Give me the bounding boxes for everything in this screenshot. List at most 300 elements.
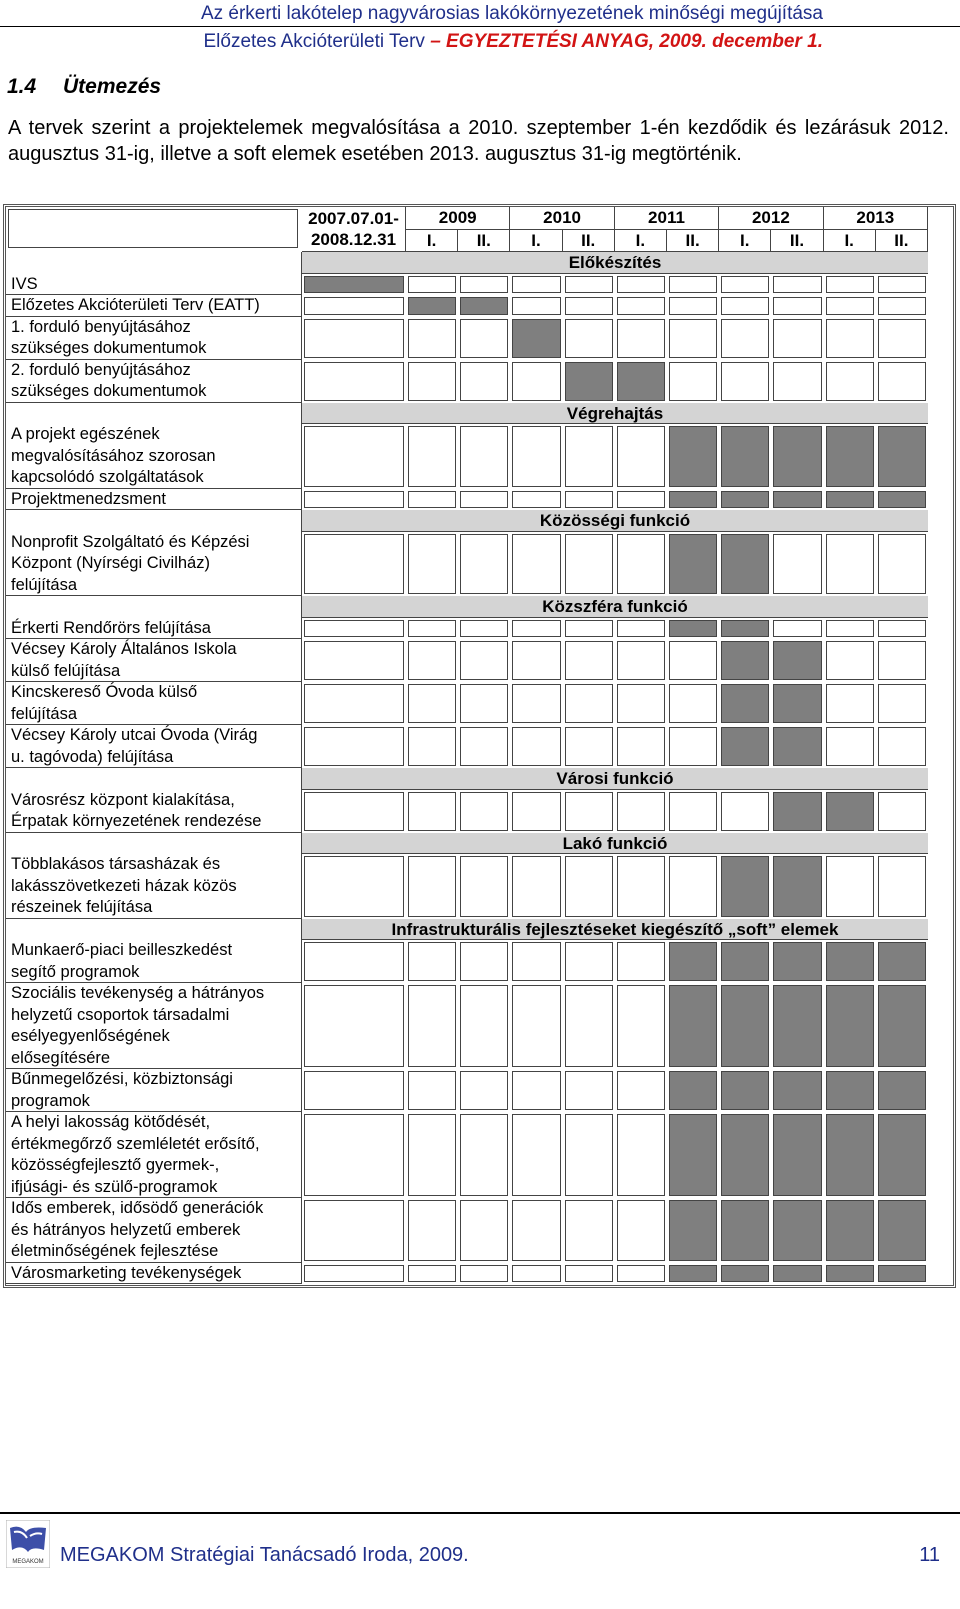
header-first-period bbox=[302, 207, 406, 252]
schedule-cell-filled bbox=[669, 1071, 717, 1110]
schedule-cell-empty bbox=[512, 1200, 560, 1261]
schedule-cell-empty bbox=[304, 620, 404, 638]
schedule-cell-empty bbox=[878, 534, 926, 595]
schedule-cell-empty bbox=[512, 1265, 560, 1283]
schedule-cell-filled bbox=[773, 1200, 821, 1261]
task-label-line: Központ (Nyírségi Civilház) bbox=[11, 554, 210, 572]
schedule-cell-empty bbox=[617, 426, 665, 487]
schedule-cell-filled bbox=[773, 942, 821, 981]
task-label-line: segítő programok bbox=[11, 962, 140, 981]
schedule-cell-filled bbox=[826, 426, 874, 487]
schedule-cell-empty bbox=[408, 727, 456, 766]
schedule-cell-filled bbox=[721, 985, 769, 1067]
schedule-cell-empty bbox=[460, 856, 508, 917]
megakom-logo-icon bbox=[6, 1520, 50, 1568]
section-title: Ütemezés bbox=[63, 75, 162, 98]
header-rule bbox=[0, 26, 960, 27]
schedule-cell-empty bbox=[512, 534, 560, 595]
schedule-cell-empty bbox=[669, 727, 717, 766]
schedule-cell-empty bbox=[408, 491, 456, 509]
schedule-cell-empty bbox=[878, 792, 926, 831]
section-row bbox=[302, 768, 928, 790]
schedule-cell-empty bbox=[773, 276, 821, 294]
schedule-cell-filled bbox=[669, 620, 717, 638]
schedule-cell-filled bbox=[773, 641, 821, 680]
section-heading bbox=[7, 75, 161, 99]
first-period-end: 2008.12.31 bbox=[310, 230, 397, 249]
schedule-cell-empty bbox=[460, 491, 508, 509]
task-label-line: esélyegyenlőségének bbox=[11, 1027, 170, 1045]
schedule-cell-empty bbox=[773, 620, 821, 638]
schedule-cell-empty bbox=[565, 1071, 613, 1110]
schedule-cell-empty bbox=[721, 276, 769, 294]
task-label-line: programok bbox=[11, 1091, 90, 1110]
schedule-cell-filled bbox=[304, 276, 404, 294]
task-label bbox=[6, 854, 302, 919]
task-label-line: Érpatak környezetének rendezése bbox=[11, 812, 262, 830]
schedule-cell-empty bbox=[826, 534, 874, 595]
schedule-cell-empty bbox=[408, 856, 456, 917]
schedule-cell-empty bbox=[826, 641, 874, 680]
task-label-line: Idős emberek, idősödő generációk bbox=[11, 1199, 264, 1217]
task-label bbox=[6, 532, 302, 597]
schedule-cell-empty bbox=[721, 319, 769, 358]
task-label-line: kapcsolódó szolgáltatások bbox=[11, 468, 204, 486]
schedule-cell-filled bbox=[460, 297, 508, 315]
header-year-2012: 2012 bbox=[719, 207, 823, 230]
schedule-cell-empty bbox=[721, 362, 769, 401]
task-label-line: Érkerti Rendőrörs felújítása bbox=[11, 618, 211, 637]
schedule-cell-empty bbox=[878, 641, 926, 680]
schedule-cell-empty bbox=[304, 641, 404, 680]
schedule-cell-empty bbox=[460, 1114, 508, 1196]
schedule-cell-empty bbox=[617, 792, 665, 831]
task-label-line: elősegítésére bbox=[11, 1048, 111, 1067]
schedule-cell-filled bbox=[826, 1114, 874, 1196]
schedule-cell-filled bbox=[512, 319, 560, 358]
schedule-cell-empty bbox=[617, 620, 665, 638]
header-half-2: II. bbox=[458, 230, 510, 252]
task-label bbox=[6, 682, 302, 725]
schedule-cell-empty bbox=[512, 620, 560, 638]
schedule-cell-empty bbox=[408, 985, 456, 1067]
header-year-2009: 2009 bbox=[406, 207, 510, 230]
schedule-cell-empty bbox=[408, 319, 456, 358]
task-label-line: Munkaerő-piaci beilleszkedést bbox=[11, 941, 233, 959]
header-half-4: II. bbox=[563, 230, 615, 252]
schedule-cell-filled bbox=[721, 641, 769, 680]
schedule-cell-empty bbox=[408, 534, 456, 595]
schedule-cell-empty bbox=[512, 491, 560, 509]
task-label bbox=[6, 424, 302, 489]
table-header-corner bbox=[8, 209, 298, 248]
header-year-2013: 2013 bbox=[824, 207, 928, 230]
section-row-label: Végrehajtás bbox=[566, 403, 664, 423]
schedule-cell-filled bbox=[878, 1265, 926, 1283]
schedule-cell-empty bbox=[304, 942, 404, 981]
schedule-cell-empty bbox=[460, 641, 508, 680]
section-row-label: Városi funkció bbox=[556, 769, 674, 788]
task-label-line: Kincskereső Óvoda külső bbox=[11, 683, 198, 701]
schedule-cell-filled bbox=[878, 491, 926, 509]
task-label-line: szükséges dokumentumok bbox=[11, 382, 207, 400]
schedule-cell-filled bbox=[878, 1114, 926, 1196]
svg-text:MEGAKOM: MEGAKOM bbox=[12, 1559, 44, 1565]
schedule-cell-empty bbox=[617, 1200, 665, 1261]
section-row-blank bbox=[6, 919, 302, 941]
schedule-cell-empty bbox=[460, 1071, 508, 1110]
schedule-cell-filled bbox=[826, 1071, 874, 1110]
schedule-cell-filled bbox=[878, 1200, 926, 1261]
schedule-cell-empty bbox=[304, 491, 404, 509]
schedule-cell-empty bbox=[408, 426, 456, 487]
schedule-cell-empty bbox=[669, 362, 717, 401]
schedule-cell-filled bbox=[826, 942, 874, 981]
schedule-cell-empty bbox=[460, 319, 508, 358]
schedule-cell-empty bbox=[460, 276, 508, 294]
schedule-cell-empty bbox=[565, 684, 613, 723]
task-label-line: Szociális tevékenység a hátrányos bbox=[11, 984, 265, 1002]
schedule-cell-filled bbox=[669, 942, 717, 981]
task-label bbox=[6, 725, 302, 768]
schedule-cell-empty bbox=[773, 297, 821, 315]
schedule-cell-empty bbox=[565, 641, 613, 680]
task-label-line: 2. forduló benyújtásához bbox=[11, 360, 191, 379]
section-row-blank bbox=[6, 833, 302, 855]
schedule-cell-filled bbox=[826, 792, 874, 831]
schedule-cell-empty bbox=[617, 297, 665, 315]
section-row-blank bbox=[6, 768, 302, 790]
schedule-cell-empty bbox=[408, 942, 456, 981]
task-label-line: 1. forduló benyújtásához bbox=[11, 317, 191, 336]
schedule-cell-filled bbox=[669, 1114, 717, 1196]
task-label bbox=[6, 1198, 302, 1263]
schedule-cell-filled bbox=[669, 1200, 717, 1261]
schedule-cell-empty bbox=[408, 1071, 456, 1110]
task-label-line: Projektmenedzsment bbox=[11, 489, 166, 508]
schedule-cell-filled bbox=[721, 856, 769, 917]
schedule-cell-empty bbox=[565, 491, 613, 509]
task-label-line: Városmarketing tevékenységek bbox=[11, 1263, 242, 1282]
footer-organization: MEGAKOM Stratégiai Tanácsadó Iroda, 2009. bbox=[60, 1544, 469, 1566]
schedule-cell-empty bbox=[878, 684, 926, 723]
task-label-line: A projekt egészének bbox=[11, 425, 160, 443]
section-row-blank bbox=[6, 510, 302, 532]
schedule-cell-empty bbox=[460, 362, 508, 401]
schedule-cell-filled bbox=[773, 727, 821, 766]
schedule-cell-empty bbox=[460, 792, 508, 831]
schedule-cell-filled bbox=[669, 534, 717, 595]
task-label-line: megvalósításához szorosan bbox=[11, 446, 216, 465]
header-year-2011: 2011 bbox=[615, 207, 719, 230]
schedule-cell-empty bbox=[512, 426, 560, 487]
schedule-cell-empty bbox=[304, 362, 404, 401]
schedule-cell-empty bbox=[669, 792, 717, 831]
task-label-line: közösségfejlesztő gyermek-, bbox=[11, 1156, 220, 1174]
schedule-cell-filled bbox=[721, 727, 769, 766]
header-half-10: II. bbox=[876, 230, 928, 252]
section-row bbox=[302, 510, 928, 532]
task-label bbox=[6, 983, 302, 1069]
schedule-cell-empty bbox=[565, 1265, 613, 1283]
page-number: 11 bbox=[919, 1544, 940, 1566]
schedule-cell-empty bbox=[617, 1265, 665, 1283]
schedule-cell-empty bbox=[878, 276, 926, 294]
schedule-cell-empty bbox=[512, 1114, 560, 1196]
schedule-cell-empty bbox=[826, 297, 874, 315]
task-label bbox=[6, 1069, 302, 1112]
schedule-cell-filled bbox=[878, 942, 926, 981]
schedule-cell-empty bbox=[773, 319, 821, 358]
schedule-cell-empty bbox=[878, 620, 926, 638]
task-label bbox=[6, 639, 302, 682]
schedule-cell-empty bbox=[878, 362, 926, 401]
schedule-cell-empty bbox=[408, 276, 456, 294]
schedule-cell-empty bbox=[826, 362, 874, 401]
schedule-cell-empty bbox=[878, 297, 926, 315]
header-subtitle-highlight: – EGYEZTETÉSI ANYAG, 2009. december 1. bbox=[430, 31, 823, 52]
task-label bbox=[6, 618, 302, 640]
document-header-title: Az érkerti lakótelep nagyvárosias lakókörnyezetének minőségi megújítása bbox=[200, 3, 823, 24]
task-label-line: Többlakásos társasházak és bbox=[11, 855, 221, 873]
task-label-line: u. tagóvoda) felújítása bbox=[11, 747, 174, 766]
schedule-cell-empty bbox=[512, 684, 560, 723]
schedule-cell-empty bbox=[512, 276, 560, 294]
schedule-cell-empty bbox=[773, 362, 821, 401]
schedule-cell-empty bbox=[721, 792, 769, 831]
task-label-line: IVS bbox=[11, 274, 38, 293]
schedule-cell-empty bbox=[617, 319, 665, 358]
schedule-cell-empty bbox=[565, 1200, 613, 1261]
schedule-cell-empty bbox=[460, 727, 508, 766]
schedule-cell-empty bbox=[826, 727, 874, 766]
task-label bbox=[6, 295, 302, 317]
schedule-cell-empty bbox=[565, 985, 613, 1067]
schedule-cell-filled bbox=[408, 297, 456, 315]
intro-paragraph: A tervek szerint a projektelemek megvalósítása a 2010. szeptember 1-én kezdődik és lezárásuk 2012. augusztus 31-ig, illetve a soft elemek esetében 2013. augusztus 31-ig megtörténik. bbox=[8, 117, 949, 165]
task-label bbox=[6, 274, 302, 296]
schedule-cell-empty bbox=[512, 1071, 560, 1110]
schedule-cell-filled bbox=[721, 534, 769, 595]
header-year-2010: 2010 bbox=[510, 207, 614, 230]
schedule-cell-empty bbox=[565, 319, 613, 358]
schedule-cell-empty bbox=[669, 684, 717, 723]
schedule-cell-empty bbox=[617, 1071, 665, 1110]
schedule-cell-empty bbox=[408, 620, 456, 638]
schedule-cell-filled bbox=[721, 1200, 769, 1261]
section-row-blank bbox=[6, 596, 302, 618]
task-label-line: külső felújítása bbox=[11, 661, 121, 680]
schedule-cell-empty bbox=[773, 534, 821, 595]
schedule-cell-empty bbox=[408, 1200, 456, 1261]
section-row-blank bbox=[6, 403, 302, 425]
schedule-cell-empty bbox=[669, 641, 717, 680]
task-label bbox=[6, 940, 302, 983]
task-label-line: A helyi lakosság kötődését, bbox=[11, 1113, 211, 1131]
schedule-cell-empty bbox=[408, 792, 456, 831]
schedule-cell-empty bbox=[826, 620, 874, 638]
task-label-line: Vécsey Károly utcai Óvoda (Virág bbox=[11, 726, 258, 744]
schedule-cell-empty bbox=[304, 1200, 404, 1261]
task-label-line: Nonprofit Szolgáltató és Képzési bbox=[11, 532, 250, 551]
schedule-cell-empty bbox=[304, 1071, 404, 1110]
schedule-cell-empty bbox=[512, 856, 560, 917]
schedule-cell-empty bbox=[408, 684, 456, 723]
schedule-cell-empty bbox=[617, 276, 665, 294]
schedule-cell-empty bbox=[617, 856, 665, 917]
task-label-line: Városrész központ kialakítása, bbox=[11, 790, 235, 809]
schedule-cell-empty bbox=[565, 856, 613, 917]
header-half-5: I. bbox=[615, 230, 667, 252]
task-label-line: Vécsey Károly Általános Iskola bbox=[11, 640, 237, 658]
task-label-line: és hátrányos helyzetű emberek bbox=[11, 1220, 241, 1239]
schedule-cell-filled bbox=[669, 1265, 717, 1283]
schedule-cell-empty bbox=[669, 276, 717, 294]
schedule-cell-empty bbox=[304, 319, 404, 358]
schedule-cell-empty bbox=[408, 1114, 456, 1196]
schedule-cell-empty bbox=[460, 985, 508, 1067]
schedule-cell-empty bbox=[512, 942, 560, 981]
schedule-cell-filled bbox=[721, 1071, 769, 1110]
schedule-cell-filled bbox=[826, 491, 874, 509]
task-label-line: életminőségének fejlesztése bbox=[11, 1242, 219, 1260]
task-label bbox=[6, 1112, 302, 1198]
section-row-label: Előkészítés bbox=[568, 253, 662, 272]
schedule-cell-empty bbox=[304, 727, 404, 766]
section-row-label: Közszféra funkció bbox=[542, 597, 688, 616]
schedule-cell-filled bbox=[878, 426, 926, 487]
header-half-3: I. bbox=[510, 230, 562, 252]
schedule-cell-empty bbox=[878, 319, 926, 358]
schedule-cell-filled bbox=[669, 985, 717, 1067]
schedule-cell-filled bbox=[721, 620, 769, 638]
schedule-cell-empty bbox=[512, 641, 560, 680]
section-row bbox=[302, 596, 928, 618]
section-row bbox=[302, 403, 928, 425]
task-label-line: lakásszövetkezeti házak közös bbox=[11, 876, 237, 895]
task-label-line: ifjúsági- és szülő-programok bbox=[11, 1177, 218, 1196]
header-half-1: I. bbox=[406, 230, 458, 252]
task-label bbox=[6, 317, 302, 360]
section-row bbox=[302, 252, 928, 274]
schedule-cell-empty bbox=[460, 1265, 508, 1283]
schedule-cell-empty bbox=[512, 985, 560, 1067]
schedule-cell-empty bbox=[304, 1265, 404, 1283]
schedule-cell-empty bbox=[565, 1114, 613, 1196]
schedule-cell-empty bbox=[669, 297, 717, 315]
schedule-cell-empty bbox=[460, 684, 508, 723]
task-label-line: Előzetes Akcióterületi Terv (EATT) bbox=[11, 296, 260, 314]
first-period-start: 2007.07.01- bbox=[308, 209, 399, 228]
schedule-cell-empty bbox=[826, 684, 874, 723]
schedule-cell-empty bbox=[304, 985, 404, 1067]
schedule-cell-filled bbox=[773, 985, 821, 1067]
schedule-cell-empty bbox=[617, 684, 665, 723]
schedule-cell-empty bbox=[826, 319, 874, 358]
schedule-cell-empty bbox=[408, 641, 456, 680]
schedule-cell-filled bbox=[773, 426, 821, 487]
schedule-cell-empty bbox=[460, 534, 508, 595]
schedule-cell-empty bbox=[304, 534, 404, 595]
header-half-8: II. bbox=[771, 230, 823, 252]
header-half-9: I. bbox=[824, 230, 876, 252]
section-row-label: Infrastrukturális fejlesztéseket kiegészítő „soft” elemek bbox=[391, 919, 839, 939]
section-row-label: Lakó funkció bbox=[562, 833, 668, 853]
schedule-cell-filled bbox=[826, 985, 874, 1067]
schedule-table bbox=[3, 204, 956, 1288]
schedule-cell-filled bbox=[773, 856, 821, 917]
schedule-cell-empty bbox=[408, 1265, 456, 1283]
footer-rule bbox=[0, 1512, 960, 1514]
schedule-cell-empty bbox=[617, 491, 665, 509]
schedule-cell-empty bbox=[565, 297, 613, 315]
schedule-cell-empty bbox=[617, 1114, 665, 1196]
schedule-cell-filled bbox=[721, 1114, 769, 1196]
schedule-cell-filled bbox=[721, 426, 769, 487]
schedule-cell-filled bbox=[878, 985, 926, 1067]
task-label bbox=[6, 1263, 302, 1285]
task-label-line: részeinek felújítása bbox=[11, 898, 153, 916]
schedule-cell-empty bbox=[617, 985, 665, 1067]
schedule-cell-empty bbox=[721, 297, 769, 315]
section-number: 1.4 bbox=[7, 75, 37, 98]
task-label-line: Bűnmegelőzési, közbiztonsági bbox=[11, 1070, 233, 1088]
task-label-line: felújítása bbox=[11, 575, 78, 594]
schedule-cell-empty bbox=[669, 319, 717, 358]
schedule-cell-filled bbox=[773, 1114, 821, 1196]
schedule-cell-empty bbox=[304, 684, 404, 723]
schedule-cell-filled bbox=[721, 1265, 769, 1283]
schedule-cell-empty bbox=[565, 620, 613, 638]
schedule-cell-empty bbox=[617, 942, 665, 981]
schedule-cell-filled bbox=[669, 491, 717, 509]
section-row bbox=[302, 833, 928, 855]
schedule-cell-filled bbox=[773, 491, 821, 509]
schedule-cell-empty bbox=[878, 727, 926, 766]
schedule-cell-filled bbox=[721, 684, 769, 723]
task-label bbox=[6, 489, 302, 511]
schedule-cell-empty bbox=[460, 620, 508, 638]
section-row bbox=[302, 919, 928, 941]
schedule-cell-empty bbox=[304, 1114, 404, 1196]
schedule-cell-empty bbox=[512, 727, 560, 766]
schedule-cell-filled bbox=[773, 1071, 821, 1110]
schedule-cell-empty bbox=[565, 534, 613, 595]
task-label-line: szükséges dokumentumok bbox=[11, 339, 207, 357]
schedule-cell-filled bbox=[669, 426, 717, 487]
schedule-cell-empty bbox=[460, 1200, 508, 1261]
schedule-cell-empty bbox=[617, 641, 665, 680]
schedule-cell-empty bbox=[460, 426, 508, 487]
header-half-7: I. bbox=[719, 230, 771, 252]
section-row-blank bbox=[6, 252, 302, 274]
schedule-cell-empty bbox=[304, 856, 404, 917]
schedule-cell-filled bbox=[826, 1265, 874, 1283]
schedule-cell-filled bbox=[773, 684, 821, 723]
schedule-cell-filled bbox=[826, 1200, 874, 1261]
schedule-cell-empty bbox=[512, 362, 560, 401]
schedule-cell-empty bbox=[565, 942, 613, 981]
header-half-6: II. bbox=[667, 230, 719, 252]
schedule-cell-empty bbox=[826, 856, 874, 917]
schedule-cell-filled bbox=[721, 491, 769, 509]
schedule-cell-empty bbox=[565, 276, 613, 294]
schedule-cell-empty bbox=[617, 727, 665, 766]
schedule-cell-empty bbox=[565, 727, 613, 766]
header-subtitle-plain: Előzetes Akcióterületi Terv bbox=[203, 31, 431, 52]
schedule-cell-empty bbox=[512, 792, 560, 831]
schedule-cell-empty bbox=[460, 942, 508, 981]
